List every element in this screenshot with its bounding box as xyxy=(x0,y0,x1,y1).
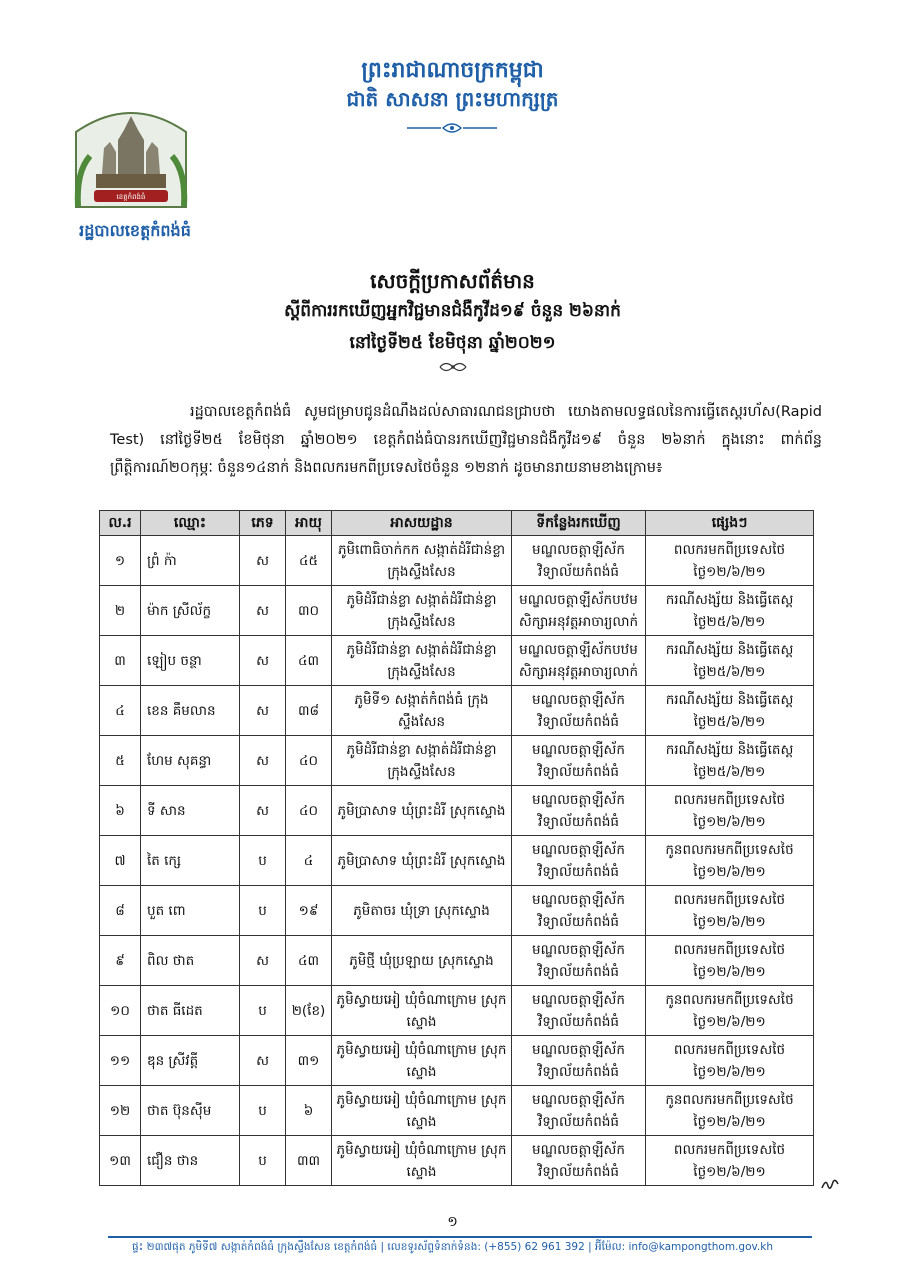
cases-table xyxy=(99,510,814,1186)
col-header-age: អាយុ xyxy=(286,511,332,536)
col-header-note: ផ្សេងៗ xyxy=(646,511,814,536)
table-row xyxy=(100,586,814,636)
table-row xyxy=(100,936,814,986)
table-row xyxy=(100,1036,814,1086)
cell-name: ឡៀប ចន្ថា xyxy=(141,636,240,686)
cell-address: ភូមិថ្មី ឃុំប្រឡាយ ស្រុកស្ទោង xyxy=(332,936,512,986)
signature-mark xyxy=(818,1172,842,1196)
document-title: សេចក្តីប្រកាសព័ត៌មាន xyxy=(370,269,535,293)
cell-age: ៤ xyxy=(286,836,332,886)
cell-sex: ស xyxy=(240,936,286,986)
table-header-row xyxy=(100,511,814,536)
cell-name: ថាត ប៊ុនស៊ីម xyxy=(141,1086,240,1136)
cell-address: ភូមិទី១ សង្កាត់កំពង់ធំ ក្រុងស្ទឹងសែន xyxy=(332,686,512,736)
cell-location: មណ្ឌលចត្តាឡីស័ក វិទ្យាល័យកំពង់ធំ xyxy=(512,536,646,586)
cell-no: ១១ xyxy=(100,1036,141,1086)
cell-name: ម៉ាក ស្រីល័ក្ខ xyxy=(141,586,240,636)
cell-no: ១២ xyxy=(100,1086,141,1136)
document-subtitle: ស្តីពីការរកឃើញអ្នកវិជ្ជមានជំងឺកូវីដ១៩ ចំនួន ២៦នាក់ xyxy=(284,301,621,321)
cell-age: ៤០ xyxy=(286,736,332,786)
intro-text: រដ្ឋបាលខេត្តកំពង់ធំ សូមជម្រាបជូនដំណឹងដល់សាធារណជនជ្រាបថា យោងតាមលទ្ធផលនៃការធ្វើតេស្តរហ័ស(Rapid Test) នៅថ្ងៃទី២៥ ខែមិថុនា ឆ្នាំ២០២១ ខេត្តកំពង់ធំបានរកឃើញវិជ្ជមានជំងឺកូវីដ១៩ ចំនួន ២៦នាក់ ក្នុងនោះ ពាក់ព័ន្ធព្រឹត្តិការណ៍២០កុម្ភៈ ចំនួន១៤នាក់ និងពលករមកពីប្រទេសថៃចំនួន ១២នាក់ ដូចមានរាយនាមខាងក្រោម៖ xyxy=(110,404,822,476)
cell-sex: ប xyxy=(240,986,286,1036)
document-date: នៅថ្ងៃទី២៥ ខែមិថុនា ឆ្នាំ២០២១ xyxy=(349,333,556,353)
cell-sex: ប xyxy=(240,886,286,936)
cell-name: ឌុន ស្រីវត្តី xyxy=(141,1036,240,1086)
kingdom-heading: ព្រះរាជាណាចក្រកម្ពុជា xyxy=(361,58,544,83)
cell-location: មណ្ឌលចត្តាឡីស័កបឋម សិក្សាអនុវត្តអាចារ្យលាក់ xyxy=(512,586,646,636)
cell-name: ព្រំ ក៉ា xyxy=(141,536,240,586)
cell-note: ករណីសង្ស័យ និងធ្វើតេស្ត ថ្ងៃ២៥/៦/២១ xyxy=(646,586,814,636)
cell-sex: ស xyxy=(240,736,286,786)
table-row xyxy=(100,686,814,736)
cell-note: ពលករមកពីប្រទេសថៃ ថ្ងៃ១២/៦/២១ xyxy=(646,936,814,986)
table-row xyxy=(100,986,814,1036)
cell-location: មណ្ឌលចត្តាឡីស័ក វិទ្យាល័យកំពង់ធំ xyxy=(512,1036,646,1086)
cell-no: ១ xyxy=(100,536,141,586)
cell-no: ៧ xyxy=(100,836,141,886)
cell-no: ៦ xyxy=(100,786,141,836)
cell-location: មណ្ឌលចត្តាឡីស័ក វិទ្យាល័យកំពង់ធំ xyxy=(512,786,646,836)
cell-location: មណ្ឌលចត្តាឡីស័ក វិទ្យាល័យកំពង់ធំ xyxy=(512,886,646,936)
cell-age: ៤៥ xyxy=(286,536,332,586)
decorative-divider-icon xyxy=(407,120,497,136)
cell-age: ៤០ xyxy=(286,786,332,836)
cell-no: ៣ xyxy=(100,636,141,686)
cell-sex: ប xyxy=(240,1136,286,1186)
cell-sex: ប xyxy=(240,836,286,886)
cell-name: ជឿន ថាន xyxy=(141,1136,240,1186)
cell-location: មណ្ឌលចត្តាឡីស័ក វិទ្យាល័យកំពង់ធំ xyxy=(512,836,646,886)
cell-no: ៨ xyxy=(100,886,141,936)
footer-divider xyxy=(108,1236,812,1238)
cell-age: ៣៨ xyxy=(286,686,332,736)
ornament-icon xyxy=(438,360,468,374)
table-row xyxy=(100,836,814,886)
national-motto: ជាតិ សាសនា ព្រះមហាក្សត្រ xyxy=(346,87,559,111)
cell-age: ៤៣ xyxy=(286,636,332,686)
intro-paragraph xyxy=(110,398,822,482)
cell-no: ៥ xyxy=(100,736,141,786)
cell-location: មណ្ឌលចត្តាឡីស័ក វិទ្យាល័យកំពង់ធំ xyxy=(512,986,646,1036)
cell-location: មណ្ឌលចត្តាឡីស័កបឋម សិក្សាអនុវត្តអាចារ្យលាក់ xyxy=(512,636,646,686)
col-header-number: ល.រ xyxy=(100,511,141,536)
cell-age: ២(ខែ) xyxy=(286,986,332,1036)
cell-address: ភូមិស្វាយអៀ ឃុំចំណាក្រោម ស្រុកស្ទោង xyxy=(332,1086,512,1136)
cell-name: បួត ពោ xyxy=(141,886,240,936)
cell-address: ភូមិស្វាយអៀ ឃុំចំណាក្រោម ស្រុកស្ទោង xyxy=(332,1136,512,1186)
cell-age: ៣៣ xyxy=(286,1136,332,1186)
cell-note: ករណីសង្ស័យ និងធ្វើតេស្ត ថ្ងៃ២៥/៦/២១ xyxy=(646,686,814,736)
cell-note: ពលករមកពីប្រទេសថៃ ថ្ងៃ១២/៦/២១ xyxy=(646,1136,814,1186)
cell-note: កូនពលករមកពីប្រទេសថៃ ថ្ងៃ១២/៦/២១ xyxy=(646,836,814,886)
cell-note: ករណីសង្ស័យ និងធ្វើតេស្ត ថ្ងៃ២៥/៦/២១ xyxy=(646,636,814,686)
cell-name: ទី សាន xyxy=(141,786,240,836)
cell-location: មណ្ឌលចត្តាឡីស័ក វិទ្យាល័យកំពង់ធំ xyxy=(512,1136,646,1186)
cell-age: ៣១ xyxy=(286,1036,332,1086)
cell-address: ភូមិដំរីជាន់ខ្លា សង្កាត់ដំរីជាន់ខ្លា ក្រុងស្ទឹងសែន xyxy=(332,586,512,636)
cell-location: មណ្ឌលចត្តាឡីស័ក វិទ្យាល័យកំពង់ធំ xyxy=(512,736,646,786)
page-number: ១ xyxy=(447,1214,458,1230)
cell-age: ៦ xyxy=(286,1086,332,1136)
cell-no: ៩ xyxy=(100,936,141,986)
col-header-name: ឈ្មោះ xyxy=(141,511,240,536)
cell-address: ភូមិប្រាសាទ ឃុំព្រះដំរី ស្រុកស្ទោង xyxy=(332,836,512,886)
table-row xyxy=(100,1086,814,1136)
cell-sex: ស xyxy=(240,1036,286,1086)
cell-sex: ស xyxy=(240,636,286,686)
cell-address: ភូមិស្វាយអៀ ឃុំចំណាក្រោម ស្រុកស្ទោង xyxy=(332,986,512,1036)
cell-note: ពលករមកពីប្រទេសថៃ ថ្ងៃ១២/៦/២១ xyxy=(646,536,814,586)
cell-address: ភូមិស្វាយអៀ ឃុំចំណាក្រោម ស្រុកស្ទោង xyxy=(332,1036,512,1086)
cell-sex: ស xyxy=(240,586,286,636)
cell-address: ភូមិប្រាសាទ ឃុំព្រះដំរី ស្រុកស្ទោង xyxy=(332,786,512,836)
cell-location: មណ្ឌលចត្តាឡីស័ក វិទ្យាល័យកំពង់ធំ xyxy=(512,936,646,986)
organization-name: រដ្ឋបាលខេត្តកំពង់ធំ xyxy=(79,221,191,240)
cell-age: ១៩ xyxy=(286,886,332,936)
cell-no: ២ xyxy=(100,586,141,636)
cell-sex: ស xyxy=(240,536,286,586)
col-header-sex: ភេទ xyxy=(240,511,286,536)
cell-name: ពិល ថាត xyxy=(141,936,240,986)
cell-note: ករណីសង្ស័យ និងធ្វើតេស្ត ថ្ងៃ២៥/៦/២១ xyxy=(646,736,814,786)
seal-label: ខេត្តកំពង់ធំ xyxy=(116,193,146,201)
cell-note: ពលករមកពីប្រទេសថៃ ថ្ងៃ១២/៦/២១ xyxy=(646,786,814,836)
cell-age: ៣០ xyxy=(286,586,332,636)
cell-note: កូនពលករមកពីប្រទេសថៃ ថ្ងៃ១២/៦/២១ xyxy=(646,1086,814,1136)
cell-sex: ស xyxy=(240,686,286,736)
cell-address: ភូមិពោធិចាក់កក សង្កាត់ដំរីជាន់ខ្លា ក្រុងស្ទឹងសែន xyxy=(332,536,512,586)
table-row xyxy=(100,736,814,786)
table-row xyxy=(100,886,814,936)
cell-location: មណ្ឌលចត្តាឡីស័ក វិទ្យាល័យកំពង់ធំ xyxy=(512,686,646,736)
cell-address: ភូមិដំរីជាន់ខ្លា សង្កាត់ដំរីជាន់ខ្លា ក្រុងស្ទឹងសែន xyxy=(332,636,512,686)
cell-note: ពលករមកពីប្រទេសថៃ ថ្ងៃ១២/៦/២១ xyxy=(646,1036,814,1086)
cell-sex: ប xyxy=(240,1086,286,1136)
cell-no: ១៣ xyxy=(100,1136,141,1186)
cell-sex: ស xyxy=(240,786,286,836)
cell-name: ថាត ធីដេត xyxy=(141,986,240,1036)
table-row xyxy=(100,636,814,686)
table-row xyxy=(100,786,814,836)
cell-no: ១០ xyxy=(100,986,141,1036)
cell-name: តៃ ក្សេ xyxy=(141,836,240,886)
table-row xyxy=(100,1136,814,1186)
cell-note: ពលករមកពីប្រទេសថៃ ថ្ងៃ១២/៦/២១ xyxy=(646,886,814,936)
table-row xyxy=(100,536,814,586)
cell-location: មណ្ឌលចត្តាឡីស័ក វិទ្យាល័យកំពង់ធំ xyxy=(512,1086,646,1136)
col-header-address: អាសយដ្ឋាន xyxy=(332,511,512,536)
provincial-seal-logo xyxy=(66,102,196,212)
cell-name: ខេន គឹមលាន xyxy=(141,686,240,736)
cell-note: កូនពលករមកពីប្រទេសថៃ ថ្ងៃ១២/៦/២១ xyxy=(646,986,814,1036)
cell-age: ៤៣ xyxy=(286,936,332,986)
cell-no: ៤ xyxy=(100,686,141,736)
cell-name: ហែម សុគន្ធា xyxy=(141,736,240,786)
cell-address: ភូមិដំរីជាន់ខ្លា សង្កាត់ដំរីជាន់ខ្លា ក្រុងស្ទឹងសែន xyxy=(332,736,512,786)
footer-contact: ផ្ទះ ២៣៧ផុត ភូមិទី៧ សង្កាត់កំពង់ធំ ក្រុងស្ទឹងសែន ខេត្តកំពង់ធំ | លេខទូរស័ព្ទទំនាក់ទំនង: (+855) 62 961 392 | អ៊ីម៉ែល: info@kampongthom.gov.kh xyxy=(132,1241,773,1253)
cell-address: ភូមិតាចរ ឃុំទ្រា ស្រុកស្ទោង xyxy=(332,886,512,936)
col-header-location: ទីកន្លែងរកឃើញ xyxy=(512,511,646,536)
